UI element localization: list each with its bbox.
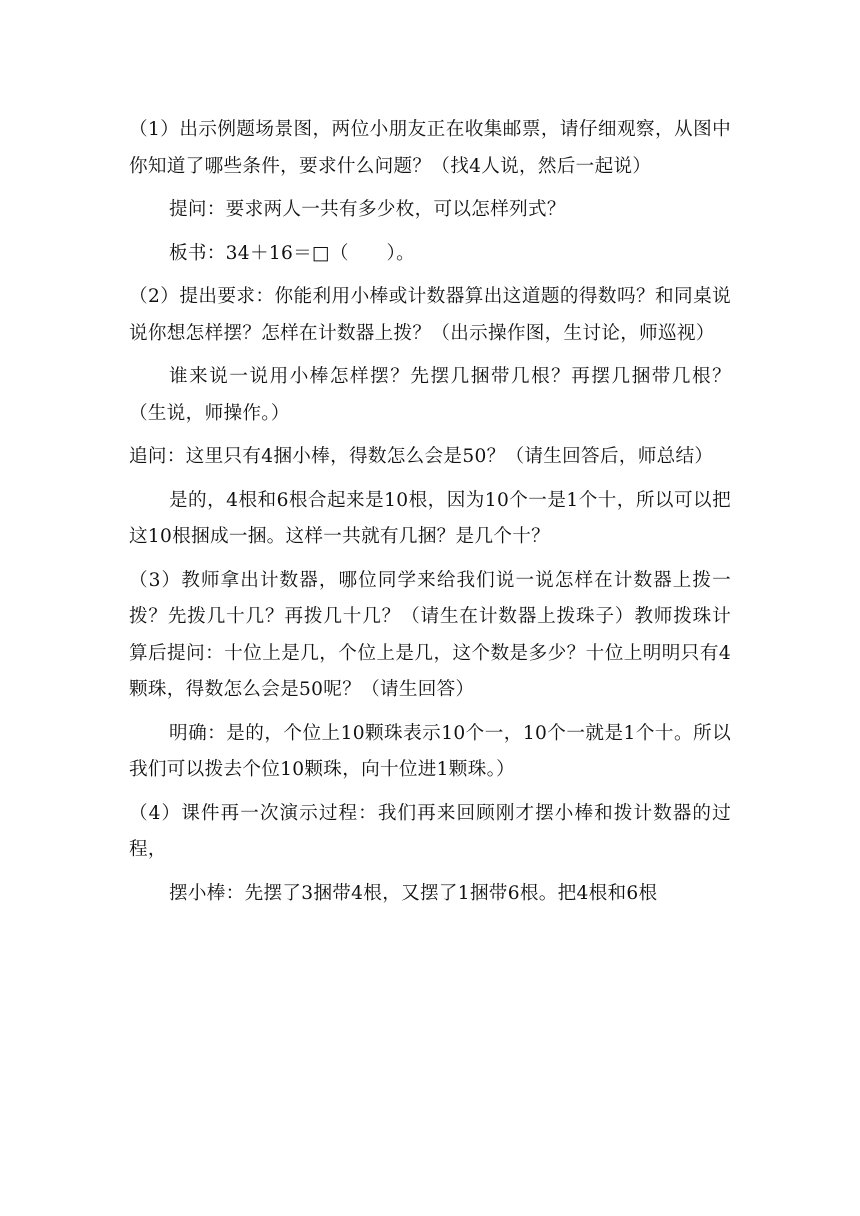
document-body — [129, 112, 731, 912]
paragraph-step-1: （1）出示例题场景图，两位小朋友正在收集邮票，请仔细观察，从图中你知道了哪些条件，要求什么问题？（找4人说，然后一起说） — [129, 119, 731, 177]
paragraph-board-writing: 板书：34＋16＝□（ ）。 — [169, 242, 416, 264]
paragraph-spacer — [129, 476, 731, 483]
paragraph-sticks-process: 摆小棒：先摆了3捆带4根，又摆了1捆带6根。把4根和6根 — [169, 882, 658, 904]
paragraph-spacer — [129, 229, 731, 236]
paragraph-spacer — [129, 709, 731, 716]
paragraph-spacer — [129, 789, 731, 796]
paragraph-spacer — [129, 869, 731, 876]
paragraph-follow-up-question: 追问：这里只有4捆小棒，得数怎么会是50？（请生回答后，师总结） — [129, 446, 714, 467]
paragraph-spacer — [129, 352, 731, 359]
paragraph-step-2: （2）提出要求：你能利用小棒或计数器算出这道题的得数吗？和同桌说说你想怎样摆？怎样在计数器上拨？（出示操作图，生讨论，师巡视） — [129, 286, 731, 344]
paragraph-step-4: （4）课件再一次演示过程：我们再来回顾刚才摆小棒和拨计数器的过程， — [129, 802, 731, 860]
paragraph-spacer — [129, 272, 731, 279]
paragraph-spacer — [129, 185, 731, 192]
paragraph-bundle-summary: 是的，4根和6根合起来是10根，因为10个一是1个十，所以可以把这10根捆成一捆。这样一共就有几捆？是几个十？ — [129, 489, 731, 547]
paragraph-step-3: （3）教师拿出计数器，哪位同学来给我们说一说怎样在计数器上拨一拨？先拨几十几？再拨几十几？（请生在计数器上拨珠子）教师拨珠计算后提问：十位上是几，个位上是几，这个数是多少？十位上明明只有4颗珠，得数怎么会是50呢？（请生回答） — [129, 569, 731, 700]
paragraph-question: 提问：要求两人一共有多少枚，可以怎样列式？ — [169, 199, 566, 220]
paragraph-spacer — [129, 432, 731, 439]
paragraph-spacer — [129, 556, 731, 563]
paragraph-sticks-explanation: 谁来说一说用小棒怎样摆？先摆几捆带几根？再摆几捆带几根？（生说，师操作。） — [129, 366, 731, 424]
paragraph-clarification: 明确：是的，个位上10颗珠表示10个一，10个一就是1个十。所以我们可以拨去个位10颗珠，向十位进1颗珠。） — [129, 722, 731, 780]
